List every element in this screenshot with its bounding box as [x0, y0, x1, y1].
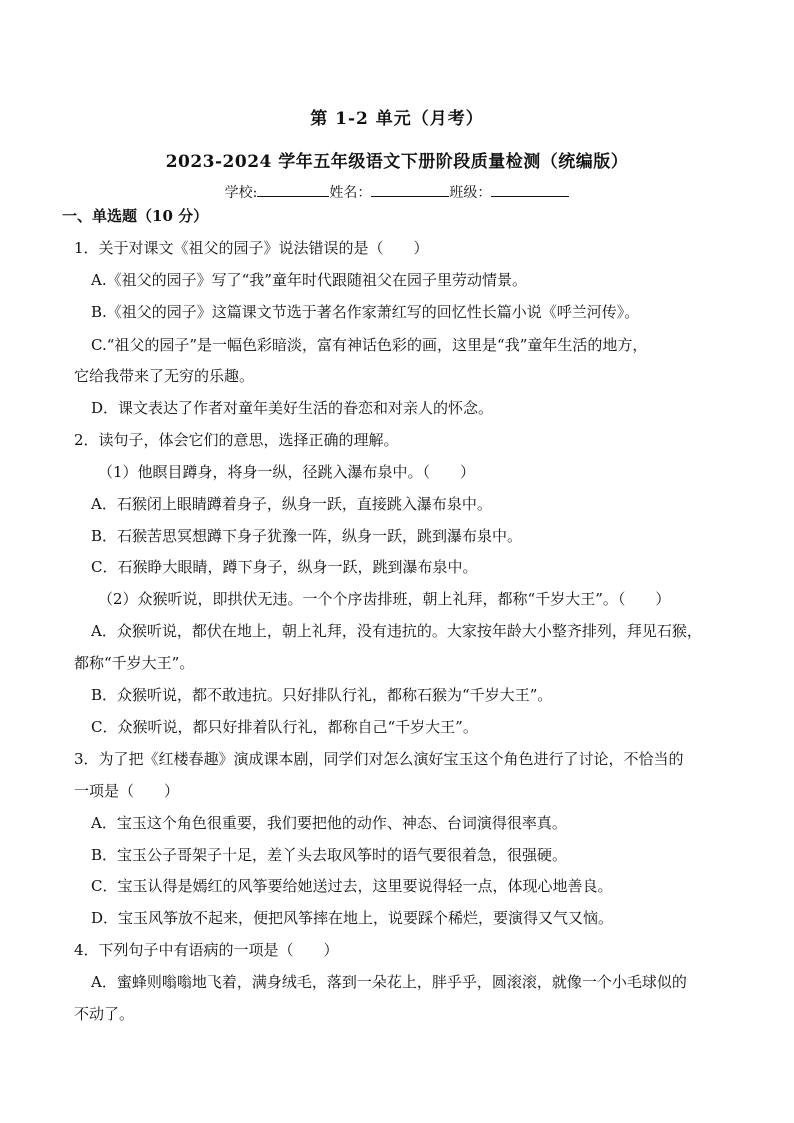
question-2-stem: 2．读句子，体会它们的意思，选择正确的理解。 — [74, 431, 399, 449]
name-blank[interactable] — [371, 183, 449, 197]
q2-sub2-option-b: B．众猴听说，都不敢违抗。只好排队行礼，都称石猴为“千岁大王”。 — [91, 686, 553, 704]
q1-option-c-line2: 它给我带来了无穷的乐趣。 — [74, 367, 255, 385]
q4-option-a-line2: 不动了。 — [74, 1005, 135, 1023]
q3-option-c: C．宝玉认得是嫣红的风筝要给她送过去，这里要说得轻一点，体现心地善良。 — [91, 877, 613, 895]
q2-sub1: （1）他瞑目蹲身，将身一纵，径跳入瀑布泉中。（ ） — [98, 463, 476, 481]
q2-sub1-option-a: A．石猴闭上眼睛蹲着身子，纵身一跃，直接跳入瀑布泉中。 — [91, 495, 492, 513]
q1-option-a: A.《祖父的园子》写了“我”童年时代跟随祖父在园子里劳动情景。 — [91, 271, 527, 289]
school-label: 学校: — [224, 185, 258, 201]
q2-sub2-option-c: C．众猴听说，都只好排着队行礼，都称自己“千岁大王”。 — [91, 718, 478, 736]
q2-sub1-option-b: B．石猴苦思冥想蹲下身子犹豫一阵，纵身一跃，跳到瀑布泉中。 — [91, 527, 523, 545]
question-3-stem-line2: 一项是（ ） — [74, 782, 180, 800]
q2-sub2-option-a-line1: A．众猴听说，都伏在地上，朝上礼拜，没有违抗的。大家按年龄大小整齐排列，拜见石猴， — [91, 622, 702, 640]
question-1-stem: 1．关于对课文《祖父的园子》说法错误的是（ ） — [74, 239, 429, 257]
q3-option-b: B．宝玉公子哥架子十足，差丫头去取风筝时的语气要很着急，很强硬。 — [91, 846, 568, 864]
q1-option-d: D．课文表达了作者对童年美好生活的眷恋和对亲人的怀念。 — [91, 399, 494, 417]
q2-sub2-option-a-line2: 都称“千岁大王”。 — [74, 654, 195, 672]
q4-option-a-line1: A．蜜蜂则嗡嗡地飞着，满身绒毛，落到一朵花上，胖乎乎，圆滚滚，就像一个小毛球似的 — [91, 973, 687, 991]
unit-title: 第 1-2 单元（月考） — [310, 109, 484, 129]
section-heading: 一、单选题（10 分） — [62, 207, 209, 225]
school-blank[interactable] — [257, 183, 329, 197]
class-blank[interactable] — [491, 183, 569, 197]
exam-title: 2023-2024 学年五年级语文下册阶段质量检测（统编版） — [165, 152, 629, 172]
q1-option-b: B.《祖父的园子》这篇课文节选于著名作家萧红写的回忆性长篇小说《呼兰河传》。 — [91, 303, 640, 321]
question-3-stem-line1: 3．为了把《红楼春趣》演成课本剧，同学们对怎么演好宝玉这个角色进行了讨论，不恰当的 — [74, 750, 684, 768]
student-info-line — [0, 182, 794, 202]
q3-option-a: A．宝玉这个角色很重要，我们要把他的动作、神态、台词演得很率真。 — [91, 814, 567, 832]
name-label: 姓名： — [329, 185, 372, 201]
question-4-stem: 4．下列句子中有语病的一项是（ ） — [74, 941, 339, 959]
class-label: 班级： — [449, 185, 492, 201]
q1-option-c-line1: C.“祖父的园子”是一幅色彩暗淡，富有神话色彩的画，这里是“我”童年生活的地方， — [91, 336, 648, 354]
q2-sub2: （2）众猴听说，即拱伏无违。一个个序齿排班，朝上礼拜，都称“千岁大王”。（ ） — [98, 590, 671, 608]
q2-sub1-option-c: C．石猴睁大眼睛，蹲下身子，纵身一跃，跳到瀑布泉中。 — [91, 558, 478, 576]
q3-option-d: D．宝玉风筝放不起来，便把风筝摔在地上，说要踩个稀烂，要演得又气又恼。 — [91, 909, 614, 927]
